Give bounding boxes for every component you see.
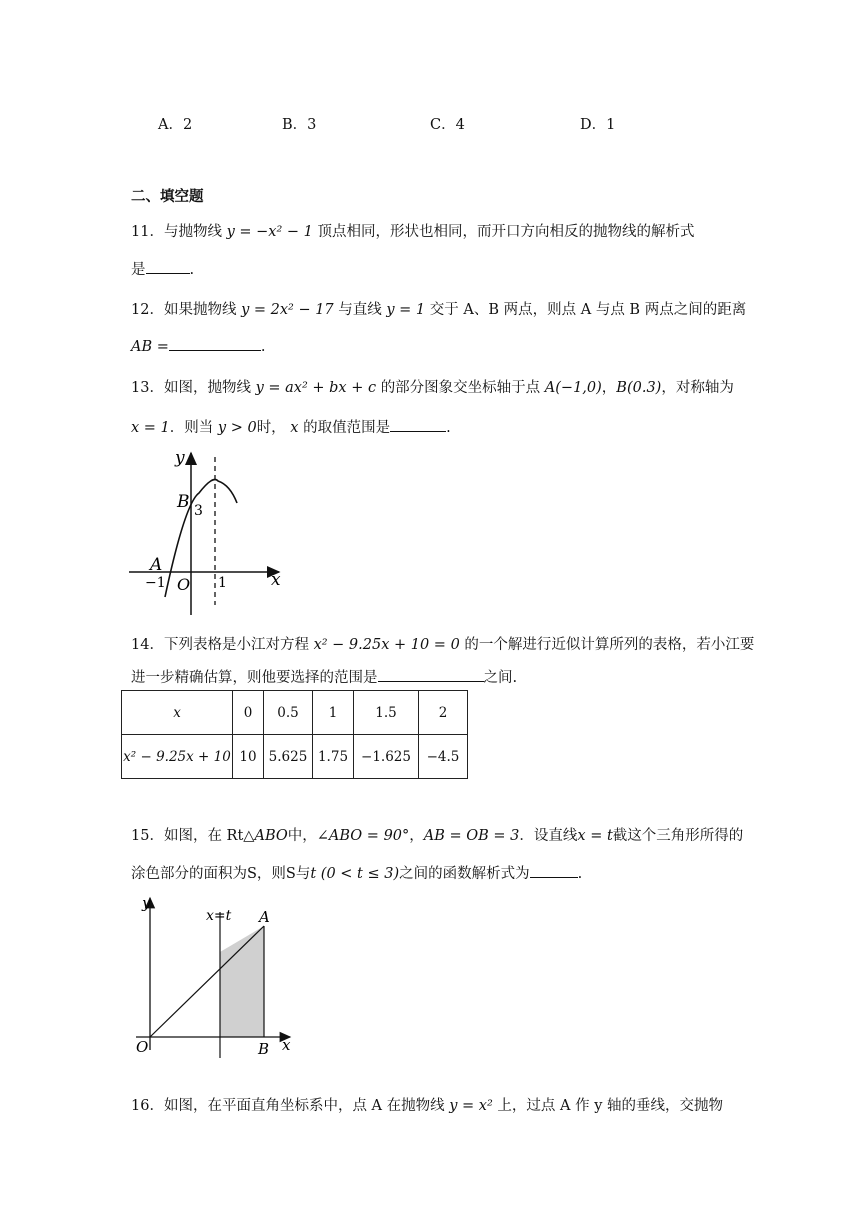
q13-text-mid: 的部分图象交坐标轴于点: [380, 380, 541, 396]
q14-text-line2-pre: 进一步精确估算，则他要选择的范围是: [131, 670, 378, 686]
q12-text-mid: 与直线: [338, 302, 382, 318]
q15-text-line2-pre: 涂色部分的面积为S，则S与: [131, 866, 311, 882]
point-a-label: A: [150, 555, 163, 575]
q16-formula: y = x²: [449, 1098, 493, 1114]
table-cell: 0: [233, 691, 264, 735]
question-12-line-2: [131, 337, 266, 355]
q12-ab-label: AB =: [131, 339, 169, 355]
option-a: A．2: [158, 117, 193, 133]
question-11-line-2: [131, 258, 194, 279]
q13-var: x: [290, 420, 299, 436]
table-header-cell: x² − 9.25x + 10: [122, 735, 233, 779]
q13-parabola-figure: [125, 445, 285, 623]
q11-text-line2-post: .: [189, 262, 195, 278]
q12-answer-blank[interactable]: [169, 337, 261, 351]
q11-text-post: 顶点相同，形状也相同，而开口方向相反的抛物线的解析式: [317, 224, 695, 240]
y-axis-label: y: [175, 448, 185, 468]
option-c: C．4: [430, 117, 465, 133]
q15-sep: ，: [409, 828, 424, 844]
q13-point-a: A(−1,0): [544, 380, 602, 396]
question-16-line-1: [131, 1094, 723, 1115]
table-row: [122, 691, 468, 735]
table-cell: 2: [419, 691, 468, 735]
q11-formula: y = −x² − 1: [226, 224, 313, 240]
question-14-line-1: [131, 633, 754, 654]
q12-formula: y = 2x² − 17: [241, 302, 334, 318]
tick-one-label: 1: [218, 575, 227, 591]
q12-text-pre: 12．如果抛物线: [131, 302, 237, 318]
point-b-label: B: [258, 1040, 270, 1058]
q11-text-line2-pre: 是: [131, 262, 146, 278]
point-b-label: B: [177, 492, 190, 512]
question-11-line-1: [131, 220, 694, 241]
origin-label: O: [177, 575, 191, 594]
q12-formula-2: y = 1: [386, 302, 426, 318]
q16-text-post: 上，过点 A 作 y 轴的垂线，交抛物: [497, 1098, 724, 1114]
table-cell: 1: [313, 691, 354, 735]
q15-text-mid2: ．设直线: [519, 828, 578, 844]
x-axis-label: x: [282, 1036, 291, 1054]
table-row: [122, 735, 468, 779]
q13-text-pre: 13．如图，抛物线: [131, 380, 251, 396]
q13-text-post: ，对称轴为: [661, 380, 734, 396]
option-b: B．3: [282, 117, 317, 133]
point-a-label: A: [259, 908, 270, 926]
q15-text-mid: 中，: [287, 828, 317, 844]
q15-text-line2-post: 之间的函数解析式为: [399, 866, 530, 882]
shaded-region: [220, 926, 264, 1037]
question-15-line-1: [131, 824, 743, 845]
table-cell: −4.5: [419, 735, 468, 779]
approximation-table: [121, 690, 468, 779]
question-13-line-2: [131, 416, 451, 437]
q15-angle: ∠ABO = 90°: [316, 828, 410, 844]
q15-triangle-figure: [128, 890, 298, 1060]
q15-triangle: ABO: [254, 828, 288, 844]
q11-text-pre: 11．与抛物线: [131, 224, 222, 240]
q16-text-pre: 16．如图，在平面直角坐标系中，点 A 在抛物线: [131, 1098, 445, 1114]
q13-formula: y = ax² + bx + c: [255, 380, 377, 396]
q13-text-line2-mid: ．则当: [169, 420, 214, 436]
table-cell: 10: [233, 735, 264, 779]
table-cell: 5.625: [264, 735, 313, 779]
x-axis-label: x: [271, 570, 281, 590]
q13-point-b: B(0.3): [616, 380, 662, 396]
q15-text-pre: 15．如图，在 Rt△: [131, 828, 255, 844]
intercept-3-label: 3: [194, 503, 203, 519]
q14-formula: x² − 9.25x + 10 = 0: [313, 637, 460, 653]
question-14-line-2: [131, 666, 517, 687]
table-header-cell: x: [122, 691, 233, 735]
origin-label: O: [136, 1038, 149, 1056]
table-cell: 0.5: [264, 691, 313, 735]
section-title: 二、填空题: [131, 188, 204, 205]
tick-neg-one-label: −1: [145, 575, 166, 591]
table-cell: −1.625: [354, 735, 419, 779]
q15-equal-sides: AB = OB = 3: [423, 828, 520, 844]
q11-answer-blank[interactable]: [146, 260, 190, 274]
q12-text-post: 交于 A、B 两点，则点 A 与点 B 两点之间的距离: [429, 302, 747, 318]
q13-answer-blank[interactable]: [390, 418, 446, 432]
q14-answer-blank[interactable]: [378, 668, 484, 682]
q13-text-line2-mid2: 时，: [256, 420, 286, 436]
q12-text-line2-post: .: [260, 339, 266, 355]
table-cell: 1.5: [354, 691, 419, 735]
question-13-line-1: [131, 376, 734, 397]
q15-text-post: 截这个三角形所得的: [612, 828, 744, 844]
q13-condition: y > 0: [217, 420, 257, 436]
q13-text-line2-post: 的取值范围是: [303, 420, 391, 436]
q15-line-eq: x = t: [577, 828, 613, 844]
question-12-line-1: [131, 298, 746, 319]
q13-text-line2-end: .: [446, 420, 451, 436]
option-d: D．1: [580, 117, 616, 133]
line-label: x=t: [206, 908, 232, 924]
q13-axis-formula: x = 1: [131, 420, 170, 436]
y-axis-label: y: [142, 894, 151, 912]
question-15-line-2: [131, 862, 582, 883]
q15-t-range: t (0 < t ≤ 3): [310, 866, 400, 882]
q14-text-line2-post: 之间.: [483, 670, 518, 686]
q15-text-line2-end: .: [577, 866, 583, 882]
q13-sep: ，: [601, 380, 617, 396]
q14-text-post: 的一个解进行近似计算所列的表格，若小江要: [464, 637, 755, 653]
q15-answer-blank[interactable]: [530, 864, 578, 878]
q14-text-pre: 14．下列表格是小江对方程: [131, 637, 309, 653]
table-cell: 1.75: [313, 735, 354, 779]
